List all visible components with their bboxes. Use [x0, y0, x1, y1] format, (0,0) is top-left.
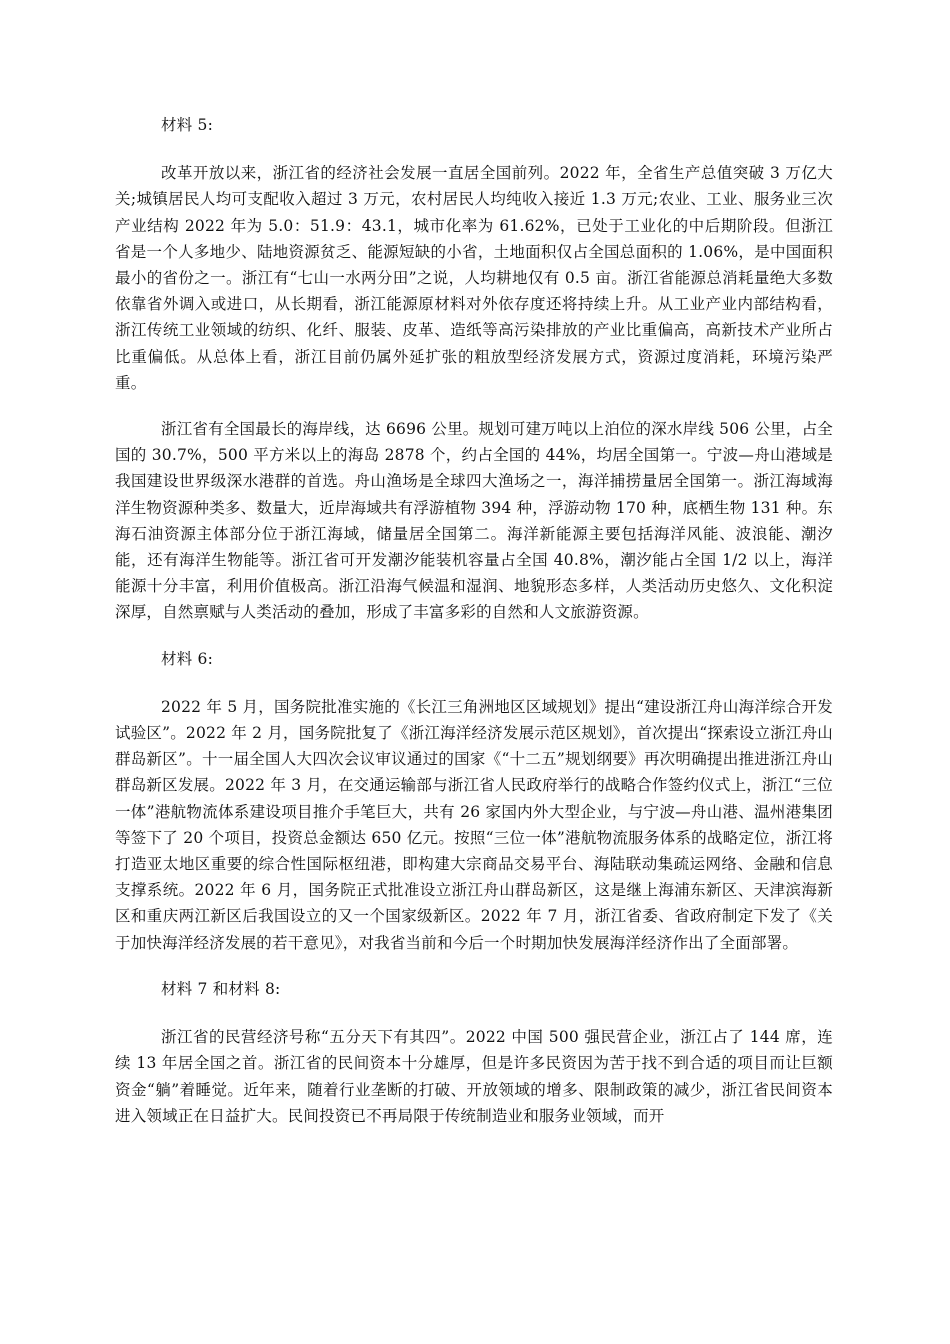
- section-material-6: [115, 646, 833, 956]
- paragraph: 2022 年 5 月，国务院批准实施的《长江三角洲地区区域规划》提出“建设浙江舟山海洋综合开发试验区”。2022 年 2 月，国务院批复了《浙江海洋经济发展示范区规划》，首次提出“探索设立浙江舟山群岛新区”。十一届全国人大四次会议审议通过的国家《“十二五”规划纲要》再次明确提出推进浙江舟山群岛新区发展。2022 年 3 月，在交通运输部与浙江省人民政府举行的战略合作签约仪式上，浙江“三位一体”港航物流体系建设项目推介手笔巨大，共有 26 家国内外大型企业，与宁波—舟山港、温州港集团等签下了 20 个项目，投资总金额达 650 亿元。按照“三位一体”港航物流服务体系的战略定位，浙江将打造亚太地区重要的综合性国际枢纽港，即构建大宗商品交易平台、海陆联动集疏运网络、金融和信息支撑系统。2022 年 6 月，国务院正式批准设立浙江舟山群岛新区，这是继上海浦东新区、天津滨海新区和重庆两江新区后我国设立的又一个国家级新区。2022 年 7 月，浙江省委、省政府制定下发了《关于加快海洋经济发展的若干意见》，对我省当前和今后一个时期加快发展海洋经济作出了全面部署。: [115, 697, 833, 952]
- paragraph: 改革开放以来，浙江省的经济社会发展一直居全国前列。2022 年，全省生产总值突破 3 万亿大关;城镇居民人均可支配收入超过 3 万元，农村居民人均纯收入接近 1.3 万元;农业、工业、服务业三次产业结构 2022 年为 5.0：51.9：43.1，城市化率为 61.62%，已处于工业化的中后期阶段。但浙江省是一个人多地少、陆地资源贫乏、能源短缺的小省，土地面积仅占全国总面积的 1.06%，是中国面积最小的省份之一。浙江有“七山一水两分田”之说，人均耕地仅有 0.5 亩。浙江省能源总消耗量绝大多数依靠省外调入或进口，从长期看，浙江能源原材料对外依存度还将持续上升。从工业产业内部结构看，浙江传统工业领域的纺织、化纤、服装、皮革、造纸等高污染排放的产业比重偏高，高新技术产业所占比重偏低。从总体上看，浙江目前仍属外延扩张的粗放型经济发展方式，资源过度消耗，环境污染严重。: [115, 164, 833, 392]
- section-label: 材料 6:: [161, 649, 214, 668]
- section-label: 材料 5:: [161, 116, 214, 134]
- paragraph: 浙江省有全国最长的海岸线，达 6696 公里。规划可建万吨以上泊位的深水岸线 506 公里，占全国的 30.7%，500 平方米以上的海岛 2878 个，约占全国的 44%，均居全国第一。宁波—舟山港域是我国建设世界级深水港群的首选。舟山渔场是全球四大渔场之一，海洋捕捞量居全国第一。浙江海域海洋生物资源种类多、数量大，近岸海域共有浮游植物 394 种，浮游动物 170 种，底栖生物 131 种。东海石油资源主体部分位于浙江海域，储量居全国第二。海洋新能源主要包括海洋风能、波浪能、潮汐能，还有海洋生物能等。浙江省可开发潮汐能装机容量占全国 40.8%，潮汐能占全国 1/2 以上，海洋能源十分丰富，利用价值极高。浙江沿海气候温和湿润、地貌形态多样，人类活动历史悠久、文化积淀深厚，自然禀赋与人类活动的叠加，形成了丰富多彩的自然和人文旅游资源。: [115, 420, 833, 622]
- document-body: [115, 112, 833, 1149]
- paragraph: 浙江省的民营经济号称“五分天下有其四”。2022 中国 500 强民营企业，浙江占了 144 席，连续 13 年居全国之首。浙江省的民间资本十分雄厚，但是许多民资因为苦于找不到合适的项目而让巨额资金“躺”着睡觉。近年来，随着行业垄断的打破、开放领域的增多、限制政策的减少，浙江省民间资本进入领域正在日益扩大。民间投资已不再局限于传统制造业和服务业领域，而开: [115, 1028, 833, 1125]
- section-material-5: [115, 112, 833, 626]
- section-label: 材料 7 和材料 8:: [161, 979, 281, 998]
- section-material-7-8: [115, 976, 833, 1129]
